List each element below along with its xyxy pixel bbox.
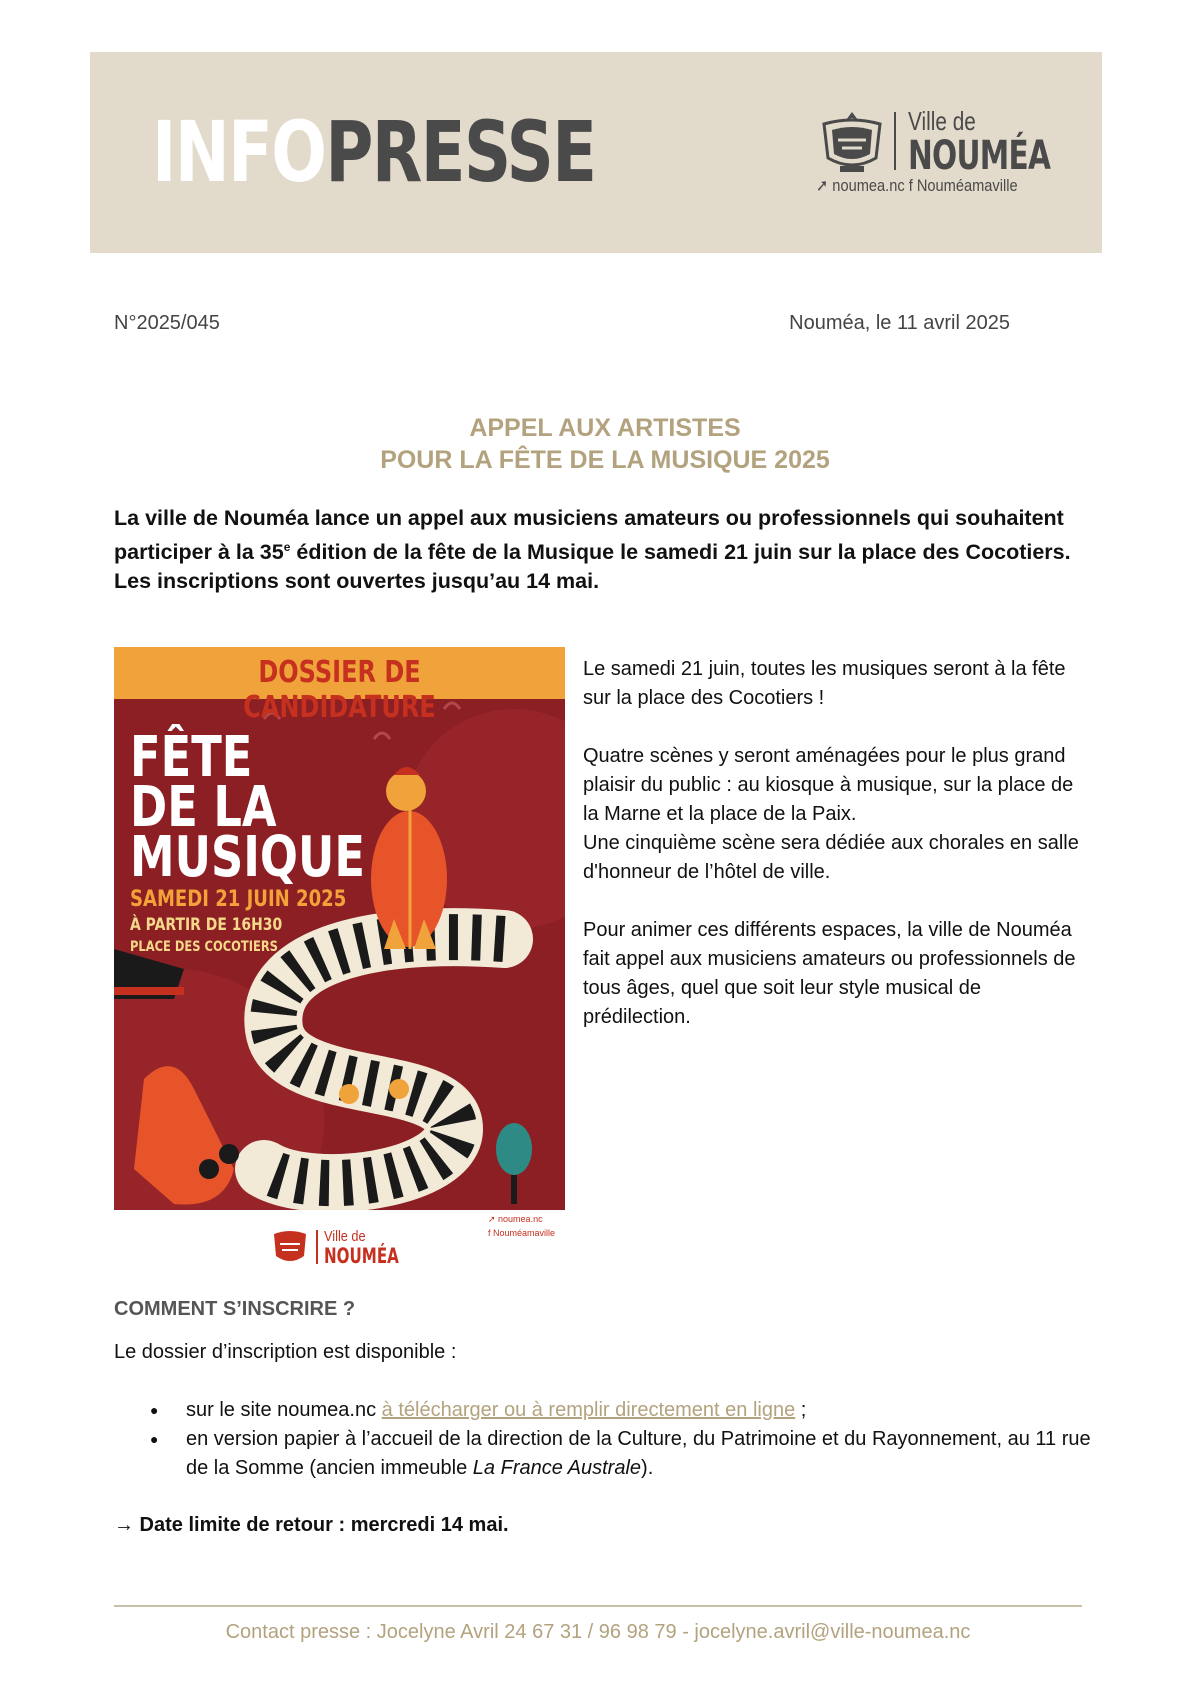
lead-superscript: e	[283, 540, 291, 554]
logo-separator	[894, 112, 896, 170]
infopresse-logo	[152, 103, 596, 201]
city-crest-icon	[818, 110, 886, 174]
bullet-1-text: sur le site noumea.nc	[186, 1399, 382, 1421]
poster-link-facebook: f Nouméamaville	[488, 1228, 556, 1238]
signup-list	[114, 1396, 1094, 1483]
bullet-2-text: en version papier à l’accueil de la direction de la Culture, du Patrimoine et du Rayonnement, au 11 rue de la Somme (ancien immeuble	[186, 1428, 1091, 1479]
brand-word-info: INFO	[152, 103, 326, 201]
signup-intro: Le dossier d’inscription est disponible :	[114, 1341, 457, 1363]
signup-heading: COMMENT S’INSCRIRE ?	[114, 1298, 356, 1320]
poster-links	[488, 1212, 555, 1240]
poster-title-line-1: FÊTE	[130, 725, 253, 790]
festival-poster	[114, 647, 565, 1210]
bullet-2-italic: La France Australe	[472, 1457, 642, 1479]
download-form-link[interactable]: à télécharger ou à remplir directement en ligne	[381, 1399, 796, 1421]
list-item	[114, 1425, 1094, 1483]
poster-date: SAMEDI 21 JUIN 2025	[130, 887, 347, 912]
title-line-2: POUR LA FÊTE DE LA MUSIQUE 2025	[380, 446, 830, 474]
body-paragraph-1: Le samedi 21 juin, toutes les musiques seront à la fête sur la place des Cocotiers !	[583, 658, 1066, 709]
poster-title-line-2: DE LA	[130, 775, 277, 840]
deadline: → Date limite de retour : mercredi 14 mai.	[114, 1514, 509, 1536]
body-paragraph-2b: Une cinquième scène sera dédiée aux chorales en salle d'honneur de l’hôtel de ville.	[583, 832, 1079, 883]
bullet-2-suffix: ).	[641, 1457, 654, 1479]
poster-band-label: DOSSIER DE CANDIDATURE	[243, 655, 436, 725]
press-contact: Contact presse : Jocelyne Avril 24 67 31 / 96 98 79 - jocelyne.avril@ville-noumea.nc	[225, 1621, 971, 1643]
poster-link-website: ➚ noumea.nc	[488, 1214, 543, 1224]
ville-name: NOUMÉA	[908, 133, 1051, 179]
ville-prefix: Ville de	[908, 106, 976, 136]
lead-paragraph	[114, 504, 1074, 596]
body-paragraph-3: Pour animer ces différents espaces, la ville de Nouméa fait appel aux musiciens amateurs ou professionnels de tous âges, quel que soit leur style musical de prédilection.	[583, 919, 1076, 1028]
poster-place: PLACE DES COCOTIERS	[130, 939, 278, 955]
lead-part-2: édition de la fête de la Musique le samedi 21 juin sur la place des Cocotiers. Les inscriptions sont ouvertes jusqu’au 14 mai.	[114, 540, 1071, 594]
body-paragraph-2a: Quatre scènes y seront aménagées pour le plus grand plaisir du public : au kiosque à musique, sur la place de la Marne et la place de la Paix.	[583, 745, 1074, 825]
poster-ville-prefix: Ville de	[324, 1228, 366, 1245]
poster-ville-name: NOUMÉA	[324, 1244, 399, 1268]
press-header	[90, 52, 1102, 253]
poster-title-line-3: MUSIQUE	[130, 825, 365, 890]
poster-logo-separator	[316, 1230, 318, 1264]
ville-links: ➚ noumea.nc f Nouméamaville	[816, 176, 1018, 195]
lead-part-1: La ville de Nouméa lance un appel aux musiciens amateurs ou professionnels qui souhaitent participer à la 35	[114, 506, 1064, 565]
bullet-1-suffix: ;	[795, 1399, 807, 1421]
list-item	[114, 1396, 1094, 1425]
brand-word-presse: PRESSE	[325, 103, 596, 201]
poster-crest-icon	[270, 1228, 310, 1266]
title-line-1: APPEL AUX ARTISTES	[469, 414, 741, 442]
poster-time: À PARTIR DE 16H30	[130, 915, 283, 935]
body-column	[583, 655, 1083, 1061]
footer-divider	[114, 1605, 1082, 1607]
press-date: Nouméa, le 11 avril 2025	[789, 312, 1010, 334]
press-reference: N°2025/045	[114, 312, 220, 334]
poster-title	[130, 725, 365, 890]
